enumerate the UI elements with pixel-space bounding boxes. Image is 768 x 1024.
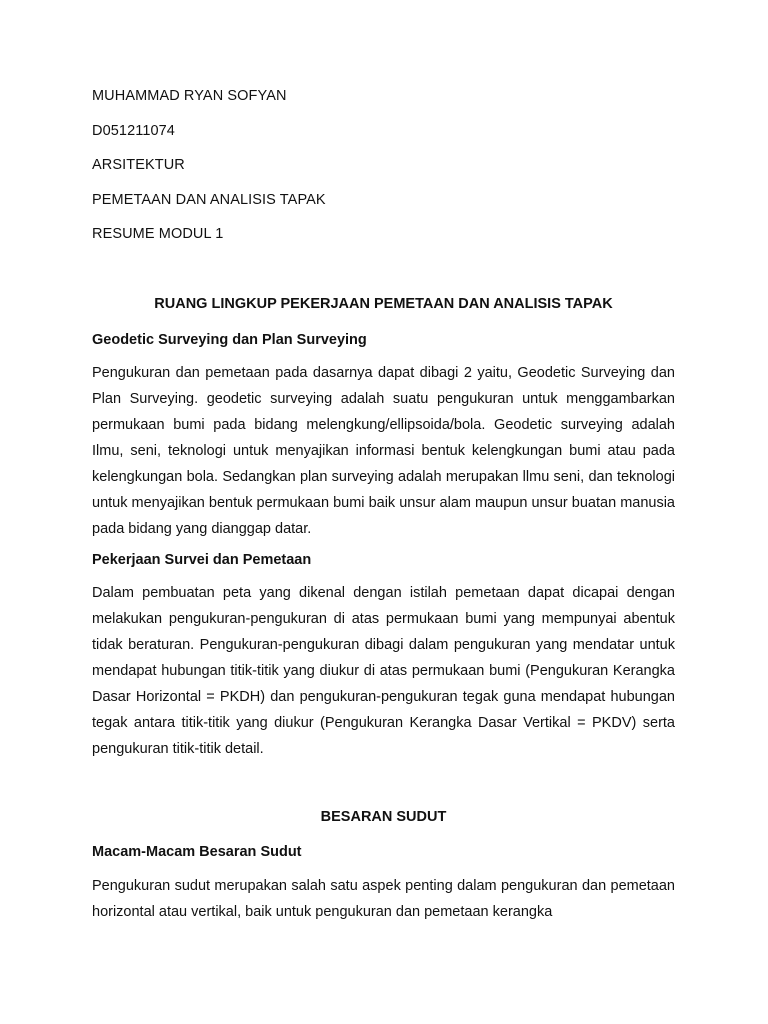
subheading-macam-besaran-sudut: Macam-Macam Besaran Sudut — [92, 844, 302, 860]
subheading-pekerjaan-survei: Pekerjaan Survei dan Pemetaan — [92, 552, 312, 568]
student-id: D051211074 — [92, 122, 175, 139]
paragraph-pekerjaan-survei: Dalam pembuatan peta yang dikenal dengan istilah pemetaan dapat dicapai dengan melakukan pengukuran-pengukuran di atas permukaan bumi yang mempunyai abentuk tidak beraturan. Pengukuran-pengukuran dibagi dalam pengukuran yang mendatar untuk mendapat hubungan titik-titik yang diukur di atas permukaan bumi (Pengukuran Kerangka Dasar Horizontal = PKDH) dan pengukuran-pengukuran tegak guna mendapat hubungan tegak antara titik-titik yang diukur (Pengukuran Kerangka Dasar Vertikal = PKDV) serta pengukuran titik-titik detail. — [92, 585, 675, 757]
author-name: MUHAMMAD RYAN SOFYAN — [92, 88, 287, 104]
subheading-geodetic-surveying: Geodetic Surveying dan Plan Surveying — [92, 332, 367, 348]
department: ARSITEKTUR — [92, 157, 185, 173]
course-name: PEMETAAN DAN ANALISIS TAPAK — [92, 191, 326, 208]
paragraph-geodetic-surveying: Pengukuran dan pemetaan pada dasarnya dapat dibagi 2 yaitu, Geodetic Surveying dan Plan Surveying. geodetic surveying adalah suatu pengukuran untuk menggambarkan permukaan bumi pada bidang melengkung/ellipsoida/bola. Geodetic surveying adalah Ilmu, seni, teknologi untuk menyajikan informasi bentuk kelengkungan bumi atau pada kelengkungan bola. Sedangkan plan surveying adalah merupakan llmu seni, dan teknologi untuk menyajikan bentuk permukaan bumi baik unsur alam maupun unsur buatan manusia pada bidang yang dianggap datar. — [92, 365, 675, 537]
section-title-ruang-lingkup: RUANG LINGKUP PEKERJAAN PEMETAAN DAN ANALISIS TAPAK — [154, 296, 613, 312]
document-type: RESUME MODUL 1 — [92, 226, 224, 242]
section-title-besaran-sudut: BESARAN SUDUT — [320, 809, 447, 825]
paragraph-besaran-sudut: Pengukuran sudut merupakan salah satu aspek penting dalam pengukuran dan pemetaan horizontal atau vertikal, baik untuk pengukuran dan pemetaan kerangka — [92, 878, 675, 920]
